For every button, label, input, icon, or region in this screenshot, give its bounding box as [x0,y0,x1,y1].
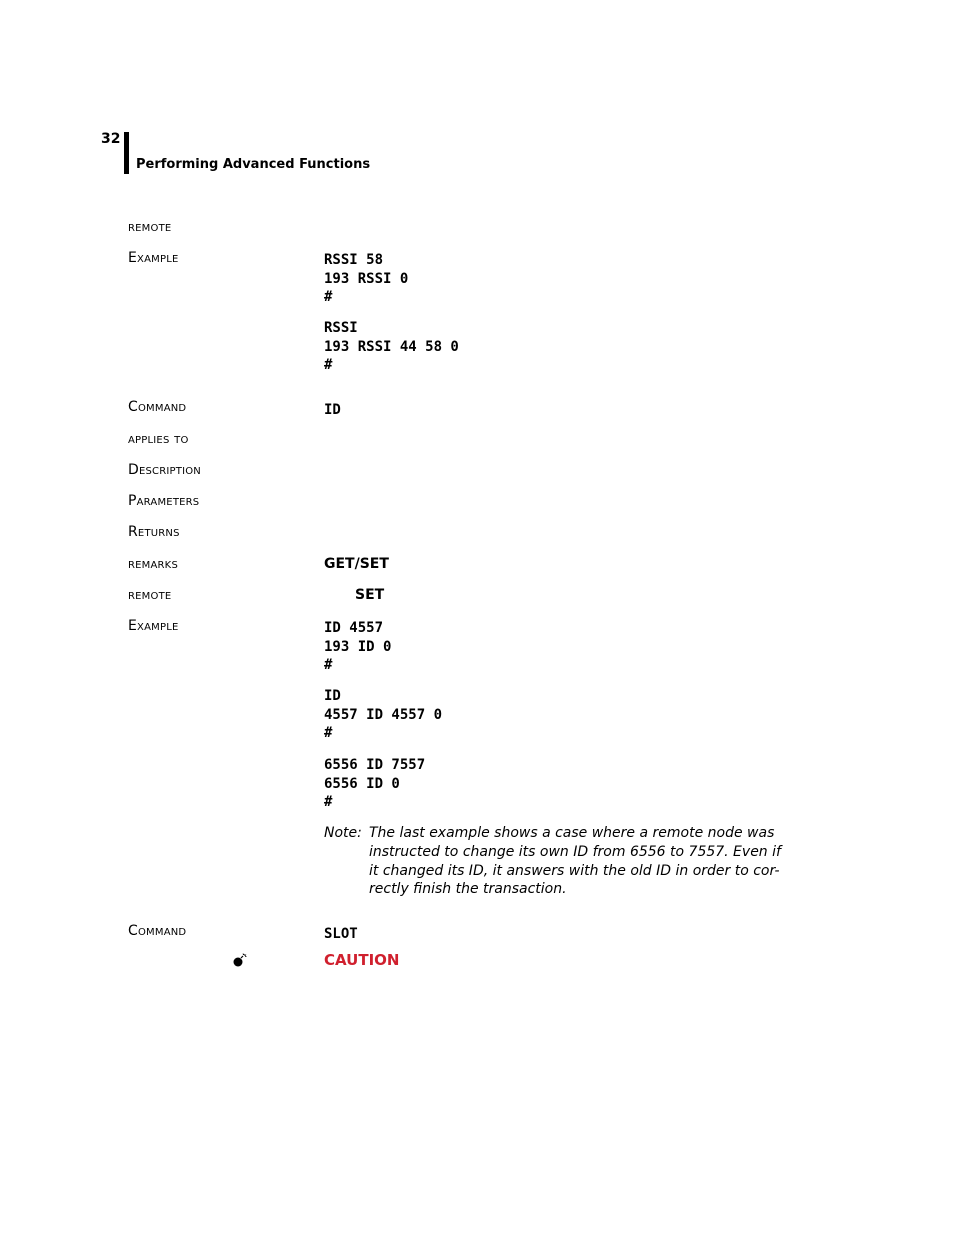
command-label: Command [128,923,187,939]
remarks-value: GET/SET [324,556,389,572]
note [324,824,794,899]
example-label: Example [128,250,179,266]
caution-label: CAUTION [324,951,400,969]
remarks-label: remarks [128,556,178,572]
parameters-label: Parameters [128,493,200,509]
bomb-icon [232,953,248,967]
note-head: Note: [324,825,362,841]
remote-label: remote [128,587,172,603]
id-example-3: 6556 ID 7557 6556 ID 0 # [324,757,426,811]
page-number: 32 [101,131,121,147]
id-example-2: ID 4557 ID 4557 0 # [324,688,443,742]
command-id: ID [324,402,341,418]
header-bar [124,132,129,174]
id-example-1: ID 4557 193 ID 0 # [324,620,392,674]
command-label: Command [128,399,187,415]
applies-to-label: applies to [128,431,189,447]
rssi-example-2: RSSI 193 RSSI 44 58 0 # [324,320,459,374]
rssi-example-1: RSSI 58 193 RSSI 0 # [324,252,409,306]
description-label: Description [128,462,201,478]
remote-label: remote [128,219,172,235]
note-body: The last example shows a case where a remote node was instructed to change its own ID from 6556 to 7557. Even if it changed its ID, it answers with the old ID in order to cor-rectly finish the transaction. [369,825,781,898]
example-label: Example [128,618,179,634]
returns-label: Returns [128,524,180,540]
section-title: Performing Advanced Functions [136,157,371,172]
remote-value: SET [355,587,385,603]
command-slot: SLOT [324,926,358,942]
